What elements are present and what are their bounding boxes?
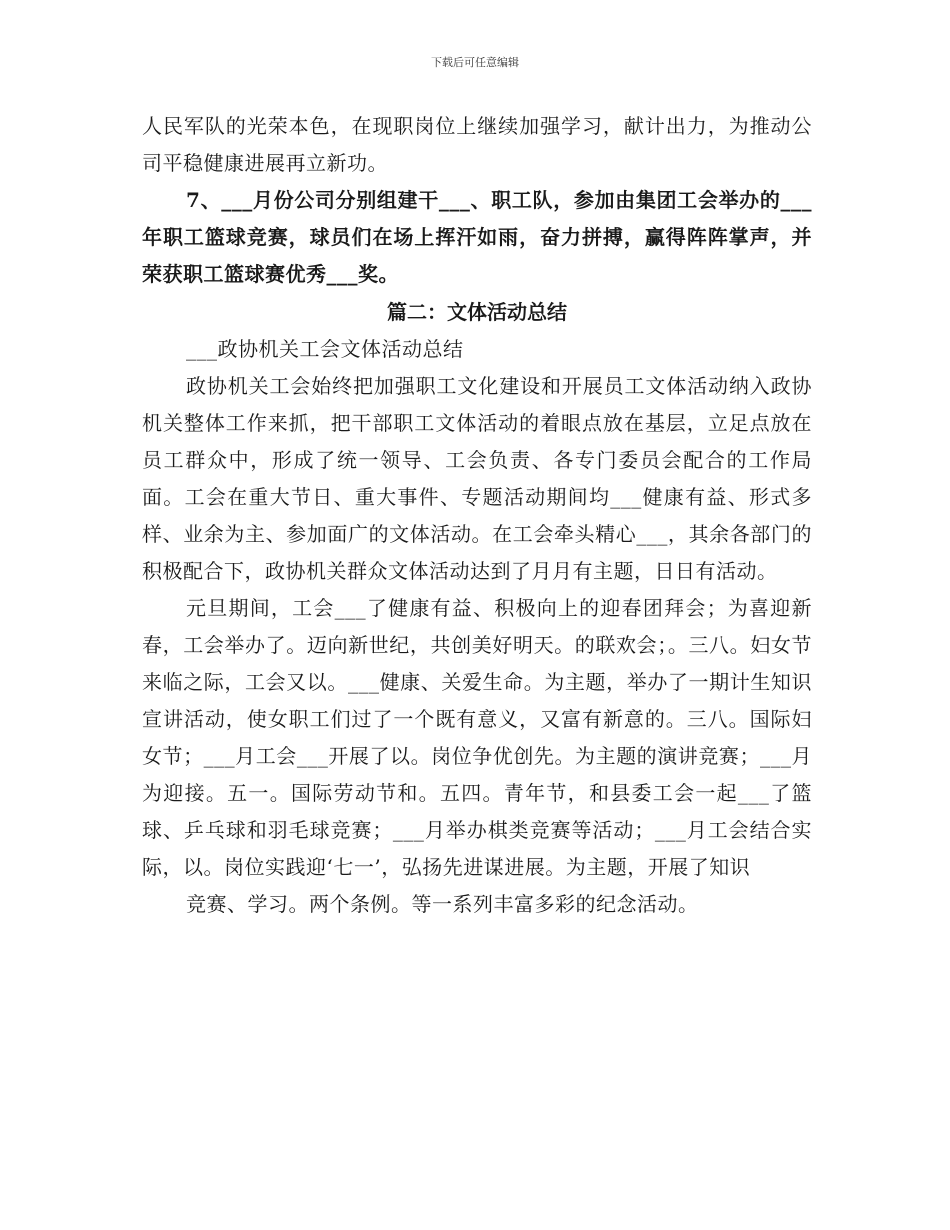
document-subtitle: ___政协机关工会文体活动总结 [186, 337, 464, 361]
paragraph-activities: 元旦期间，工会___了健康有益、积极向上的迎春团拜会；为喜迎新春，工会举办了。迈向新世纪，共创美好明天。的联欢会；。三八。妇女节来临之际，工会又以。___健康、关爱生命。为主题，举办了一期计生知识宣讲活动，使女职工们过了一个既有意义，又富有新意的。三八。国际妇女节；___月工会___开展了以。岗位争优创先。为主题的演讲竞赛；___月为迎接。五一。国际劳动节和。五四。青年节，和县委工会一起___了篮球、乒乓球和羽毛球竞赛；___月举办棋类竞赛等活动；___月工会结合实际，以。岗位实践迎‘七一’，弘扬先进谋进展。为主题，开展了知识 [142, 596, 812, 879]
paragraph-continuation: 人民军队的光荣本色，在现职岗位上继续加强学习，献计出力，为推动公司平稳健康进展再立新功。 [142, 114, 812, 175]
paragraph-overview: 政协机关工会始终把加强职工文化建设和开展员工文体活动纳入政协机关整体工作来抓，把干部职工文体活动的着眼点放在基层，立足点放在员工群众中，形成了统一领导、工会负责、各专门委员会配合的工作局面。工会在重大节日、重大事件、专题活动期间均___健康有益、形式多样、业余为主、参加面广的文体活动。在工会牵头精心___，其余各部门的积极配合下，政协机关群众文体活动达到了月月有主题，日日有活动。 [142, 374, 812, 583]
document-body [142, 108, 812, 923]
section-title: 篇二：文体活动总结 [387, 300, 567, 324]
paragraph-basketball: 7、___月份公司分别组建干___、职工队，参加由集团工会举办的___年职工篮球竞赛，球员们在场上挥汗如雨，奋力拼搏，赢得阵阵掌声，并荣获职工篮球赛优秀___奖。 [142, 188, 812, 286]
page-header-note: 下载后可任意编辑 [431, 56, 519, 69]
paragraph-closing: 竞赛、学习。两个条例。等一系列丰富多彩的纪念活动。 [186, 892, 699, 916]
